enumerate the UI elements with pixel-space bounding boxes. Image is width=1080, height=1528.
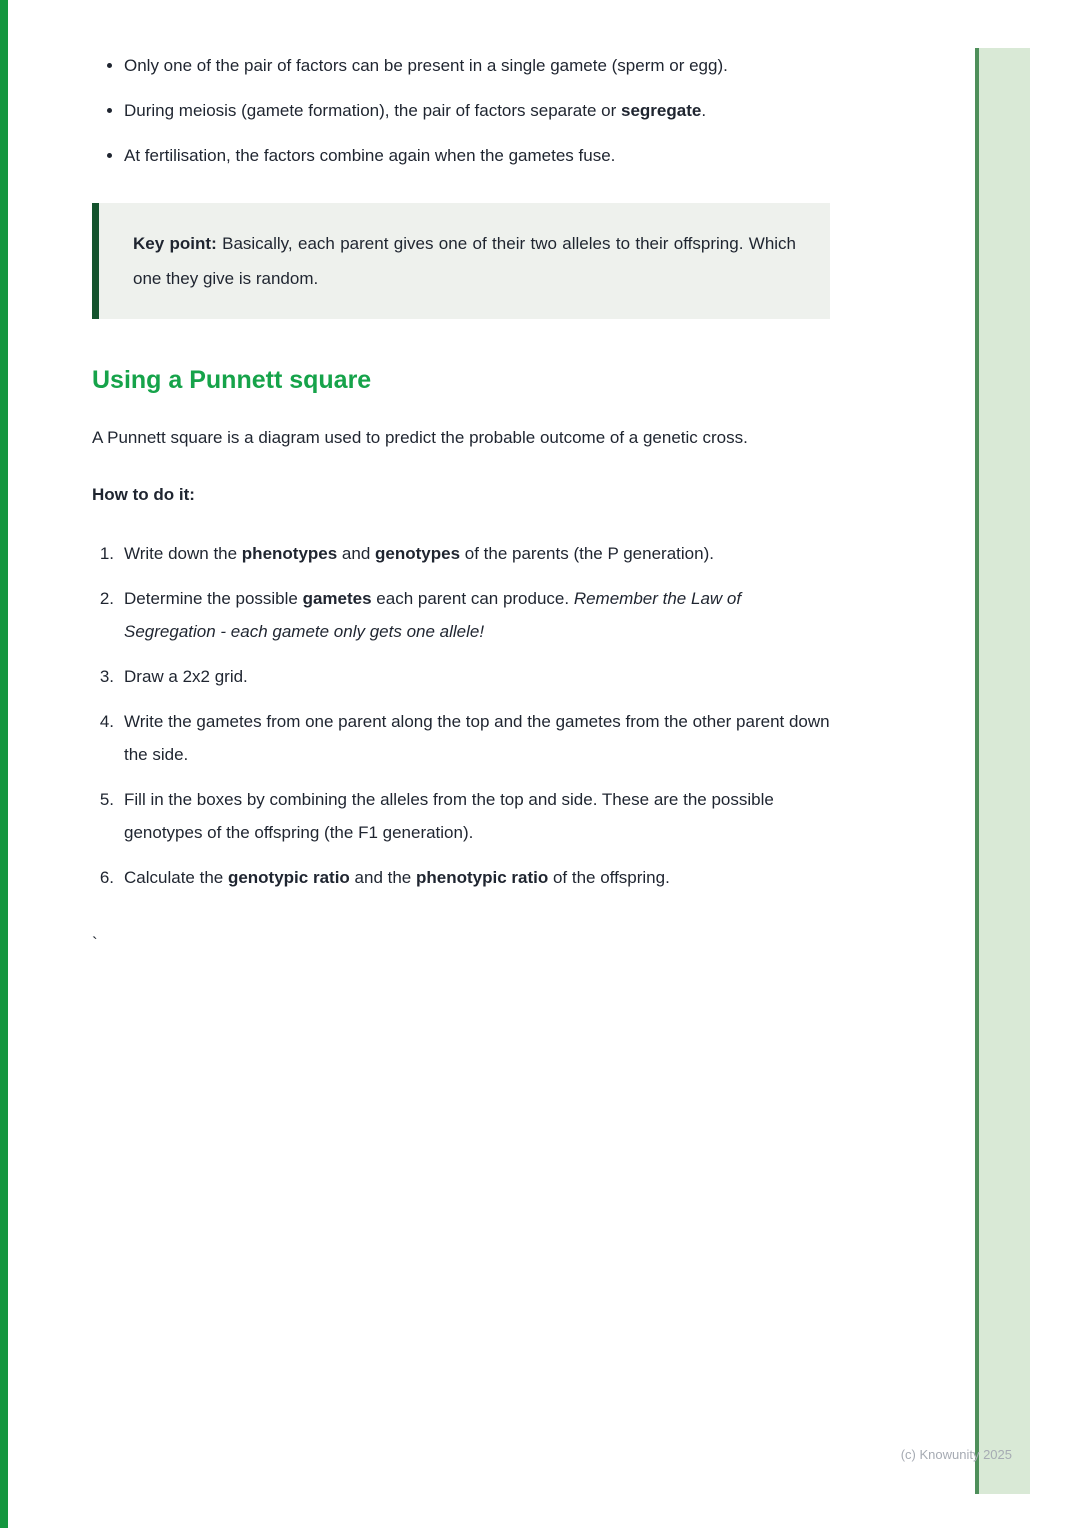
stray-backtick-character: `: [92, 934, 98, 953]
step-item-5: [92, 783, 830, 849]
step-6-bold-phenotypic-ratio: phenotypic ratio: [415, 868, 549, 887]
step-3-text: Draw a 2x2 grid.: [124, 667, 248, 686]
step-1-text-post: of the parents (the P generation).: [460, 544, 714, 563]
step-1-bold-phenotypes: phenotypes: [241, 544, 338, 563]
step-2-text-mid: each parent can produce.: [371, 589, 574, 608]
step-4-number: 4.: [99, 712, 114, 731]
step-4-text: Write the gametes from one parent along the top and the gametes from the other parent down the side.: [124, 712, 830, 764]
step-2-bold-gametes: gametes: [302, 589, 372, 608]
step-6-text-post: of the offspring.: [548, 868, 670, 887]
step-3-number: 3.: [99, 667, 114, 686]
keypoint-body: Basically, each parent gives one of their two alleles to their offspring. Which one they give is random.: [133, 234, 796, 288]
step-1-bold-genotypes: genotypes: [375, 544, 461, 563]
step-item-2: [92, 582, 830, 648]
step-2-text-pre: Determine the possible: [124, 589, 303, 608]
step-6-text-pre: Calculate the: [124, 868, 228, 887]
step-1-text: [124, 537, 830, 570]
step-5-number: 5.: [99, 790, 114, 809]
step-6-text-mid: and the: [349, 868, 416, 887]
left-accent-bar: [0, 0, 8, 1528]
document-content: [92, 0, 830, 960]
step-item-4: [92, 705, 830, 771]
keypoint-label: Key point:: [133, 234, 217, 253]
bullet-2-text-pre: During meiosis (gamete formation), the pair of factors separate or: [124, 101, 621, 120]
bullet-item-1: [124, 50, 830, 82]
footer-copyright: (c) Knowunity 2025: [900, 1447, 1012, 1462]
step-item-1: [92, 537, 830, 570]
bullet-2-bold-segregate: segregate: [621, 101, 702, 120]
step-2-number: 2.: [99, 589, 114, 608]
steps-numbered-list: [92, 537, 830, 894]
step-1-text-pre: Write down the: [124, 544, 242, 563]
step-5-text: Fill in the boxes by combining the alleles from the top and side. These are the possible genotypes of the offspring (the F1 generation).: [124, 790, 774, 842]
step-6-text: [124, 861, 830, 894]
keypoint-callout-box: [92, 203, 830, 319]
bullet-item-2: [124, 95, 830, 127]
bullet-1-text: Only one of the pair of factors can be present in a single gamete (sperm or egg).: [124, 56, 728, 75]
how-to-label: How to do it:: [92, 485, 195, 504]
step-2-text: [124, 582, 830, 648]
bullet-2-text-post: .: [701, 101, 707, 120]
step-item-6: [92, 861, 830, 894]
step-2-italic-reminder: Remember the Law of Segregation - each gamete only gets one allele!: [124, 589, 742, 641]
facts-bullet-list: [92, 50, 830, 172]
step-1-number: 1.: [99, 544, 114, 563]
section-heading-punnett-square: Using a Punnett square: [92, 366, 372, 394]
step-6-bold-genotypic-ratio: genotypic ratio: [227, 868, 350, 887]
bullet-3-text: At fertilisation, the factors combine again when the gametes fuse.: [124, 146, 616, 165]
step-6-number: 6.: [99, 868, 114, 887]
intro-paragraph: A Punnett square is a diagram used to predict the probable outcome of a genetic cross.: [92, 428, 748, 447]
right-accent-stripe: [975, 48, 1030, 1494]
bullet-item-3: [124, 140, 830, 172]
step-1-text-mid: and: [337, 544, 376, 563]
step-item-3: [92, 660, 830, 693]
